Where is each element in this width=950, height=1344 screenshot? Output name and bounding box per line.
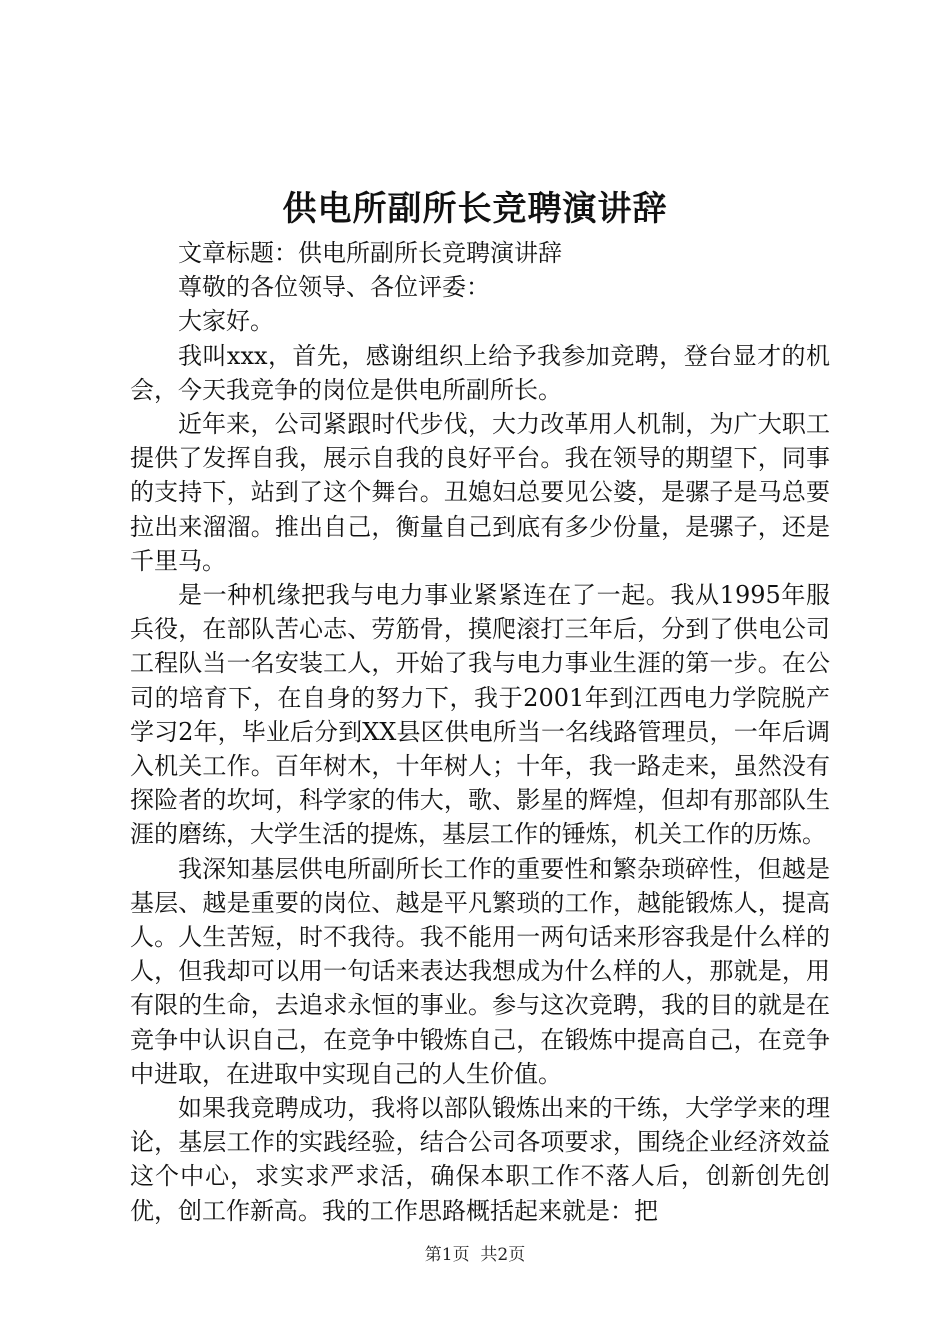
page-number-current: 第1页: [424, 1245, 470, 1265]
paragraph-understanding: 我深知基层供电所副所长工作的重要性和繁杂琐碎性，但越是基层、越是重要的岗位、越是平凡繁琐的工作，越能锻炼人，提高人。人生苦短，时不我待。我不能用一两句话来形容我是什么样的人，但我却可以用一句话来表达我想成为什么样的人，那就是，用有限的生命，去追求永恒的事业。参与这次竞聘，我的目的就是在竞争中认识自己，在竞争中锻炼自己，在锻炼中提高自己，在竞争中进取，在进取中实现自己的人生价值。: [130, 854, 830, 1088]
paragraph-background: 近年来，公司紧跟时代步伐，大力改革用人机制，为广大职工提供了发挥自我，展示自我的良好平台。我在领导的期望下，同事的支持下，站到了这个舞台。丑媳妇总要见公婆，是骡子是马总要拉出来溜溜。推出自己，衡量自己到底有多少份量，是骡子，还是千里马。: [130, 410, 830, 575]
document-title: 供电所副所长竞聘演讲辞: [282, 189, 668, 229]
page-number-total: 共2页: [480, 1245, 526, 1265]
paragraph-greeting: 大家好。: [178, 307, 274, 336]
paragraph-plan: 如果我竞聘成功，我将以部队锻炼出来的干练，大学学来的理论，基层工作的实践经验，结合公司各项要求，围绕企业经济效益这个中心，求实求严求活，确保本职工作不落人后，创新创先创优，创工作新高。我的工作思路概括起来就是：把: [130, 1094, 830, 1225]
paragraph-salutation: 尊敬的各位领导、各位评委：: [178, 273, 490, 302]
page-footer: [0, 1244, 950, 1266]
paragraph-article-title: 文章标题：供电所副所长竞聘演讲辞: [178, 239, 562, 267]
paragraph-introduction: 我叫xxx，首先，感谢组织上给予我参加竞聘，登台显才的机会，今天我竞争的岗位是供电所副所长。: [130, 341, 830, 404]
document-body: [130, 236, 830, 1228]
paragraph-experience: 是一种机缘把我与电力事业紧紧连在了一起。我从1995年服兵役，在部队苦心志、劳筋骨，摸爬滚打三年后，分到了供电公司工程队当一名安装工人，开始了我与电力事业生涯的第一步。在公司的培育下，在自身的努力下，我于2001年到江西电力学院脱产学习2年，毕业后分到XX县区供电所当一名线路管理员，一年后调入机关工作。百年树木，十年树人；十年，我一路走来，虽然没有探险者的坎坷，科学家的伟大，歌、影星的辉煌，但却有那部队生涯的磨练，大学生活的提炼，基层工作的锤炼，机关工作的历炼。: [130, 581, 830, 849]
